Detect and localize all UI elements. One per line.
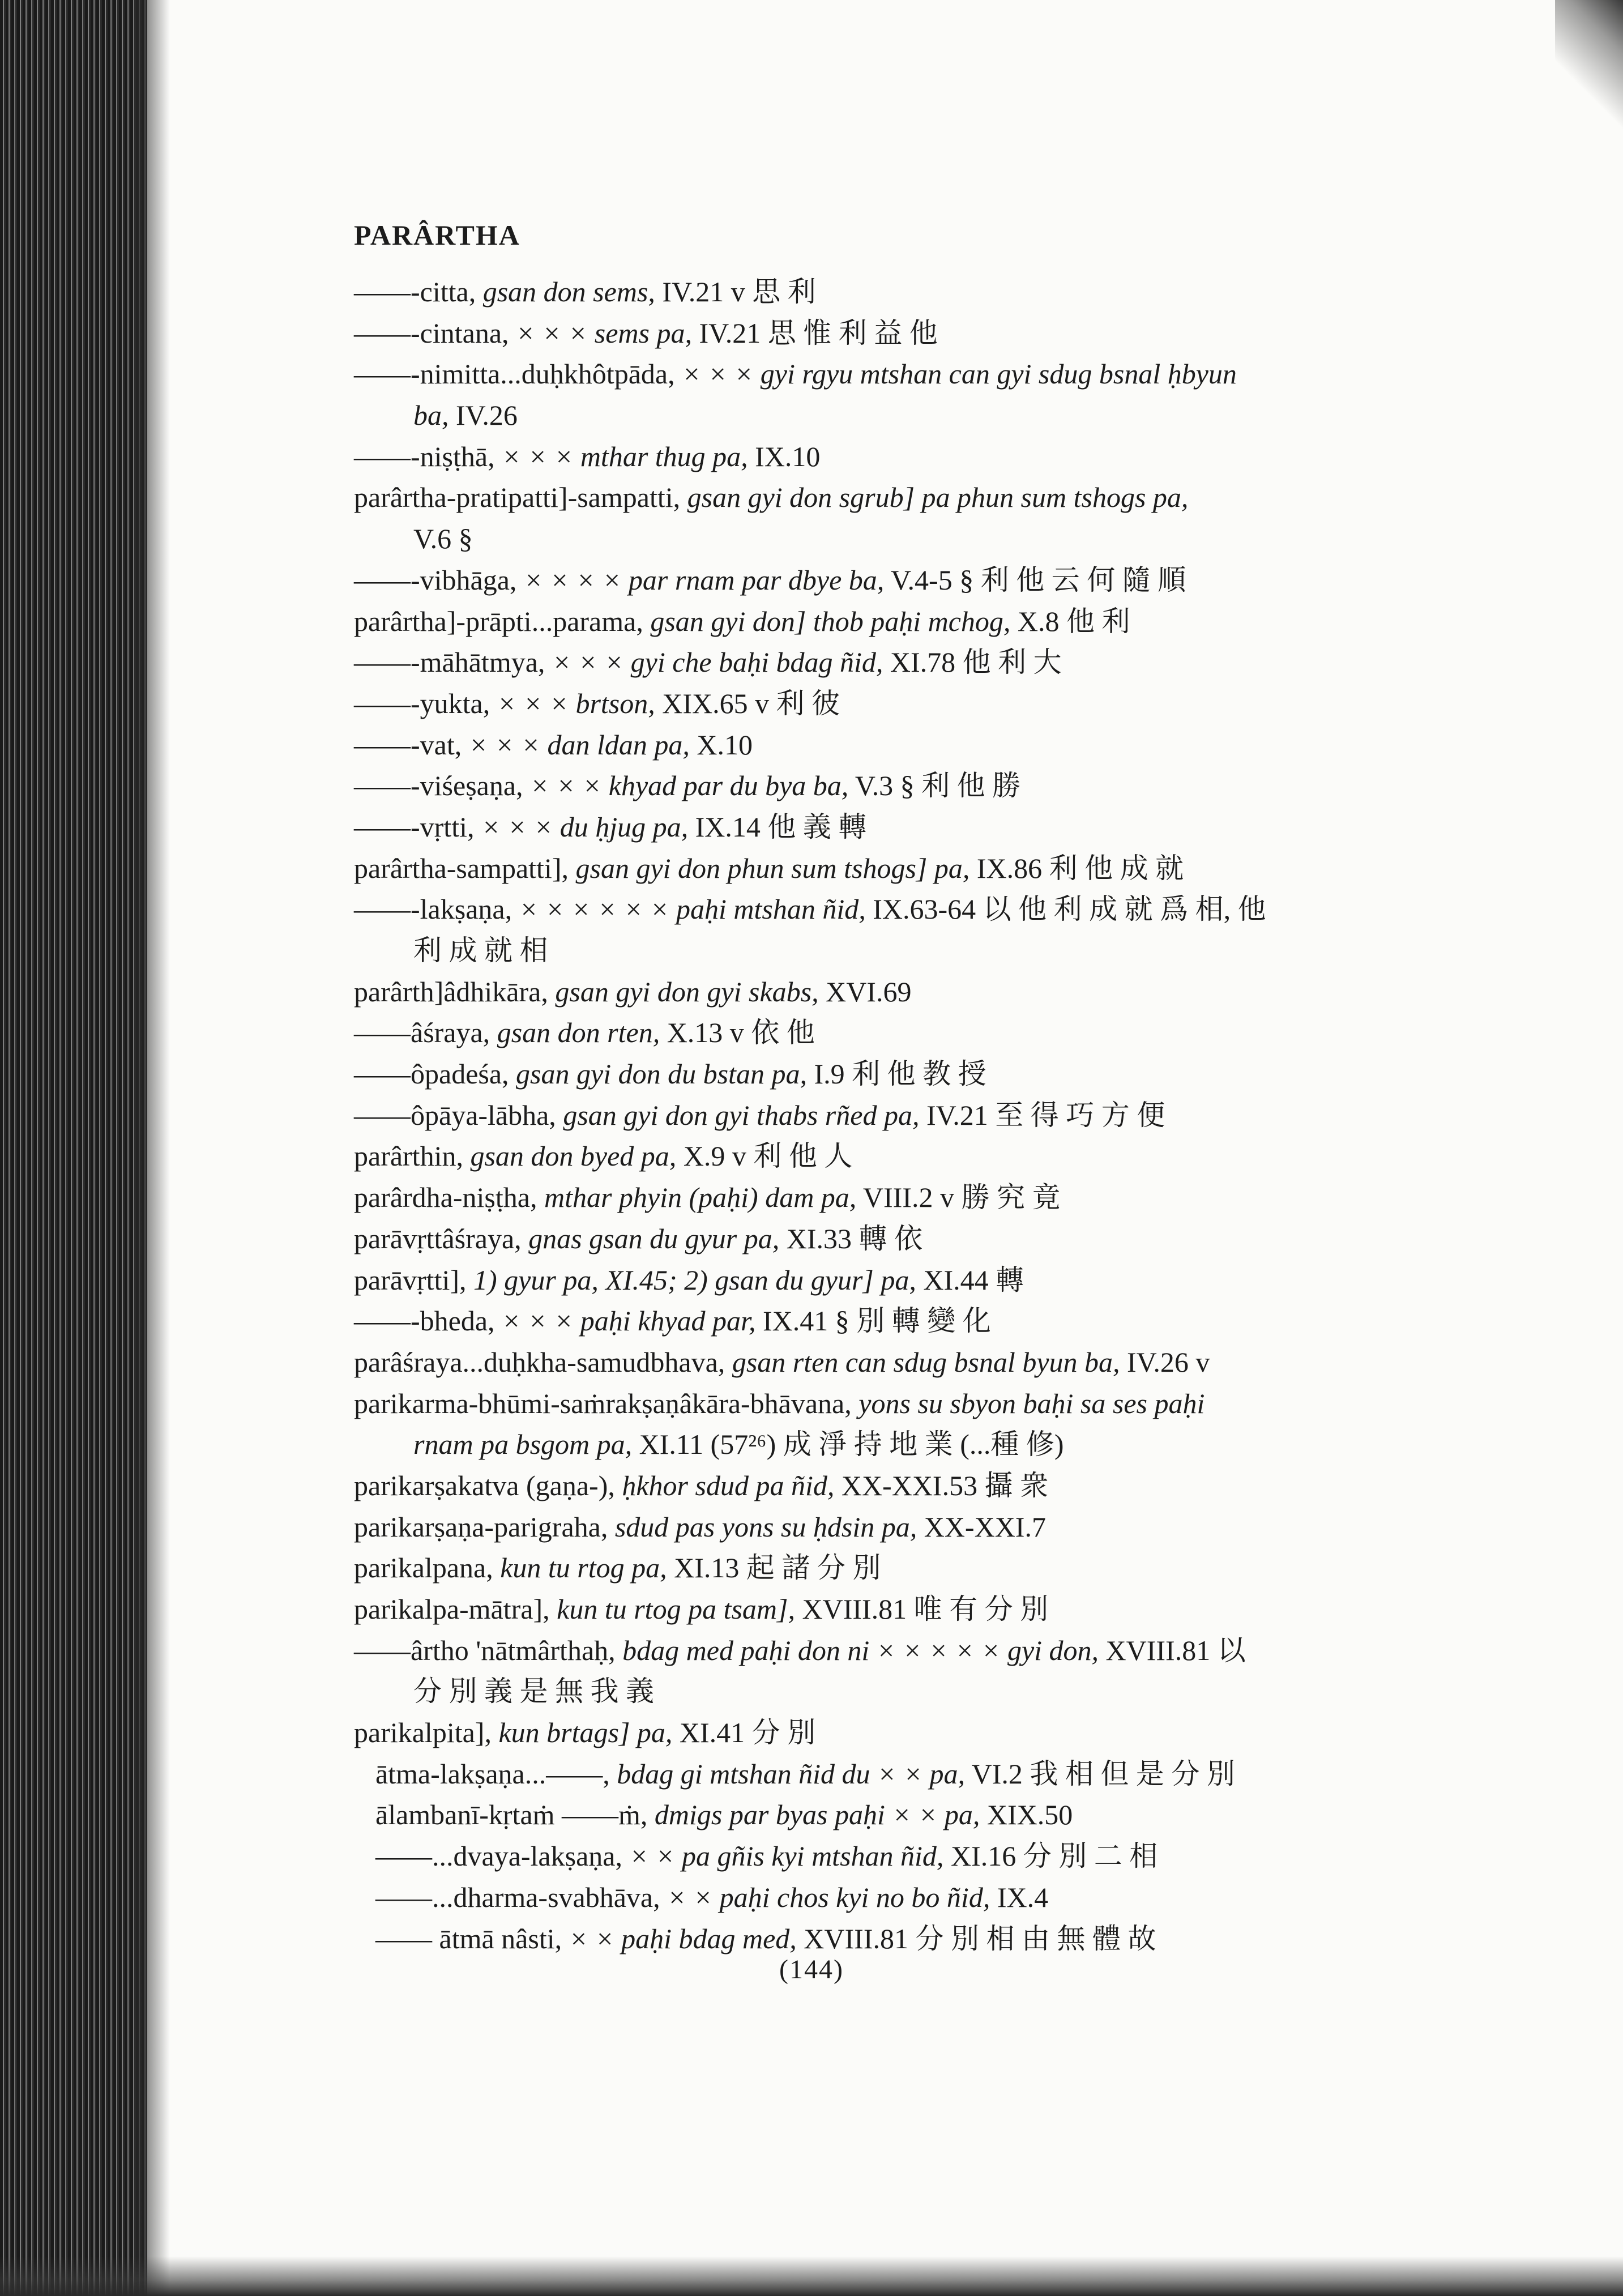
tibetan-term: gsan rten can sdug bsnal byun ba, (732, 1346, 1120, 1378)
reference: X.13 v 依 他 (667, 1017, 815, 1049)
tibetan-term: × × paḥi bdag med, (569, 1922, 797, 1954)
sanskrit-term: ——-citta, (354, 276, 476, 308)
sanskrit-term: parikalpita], (354, 1717, 492, 1749)
sanskrit-term: parāvṛttâśraya, (354, 1222, 522, 1254)
sanskrit-term: ——-vat, (354, 728, 462, 761)
reference: 利 成 就 相 (413, 934, 548, 966)
corner-shadow (1555, 0, 1623, 147)
tibetan-term: bdag gi mtshan ñid du × × pa, (617, 1757, 965, 1790)
tibetan-term: × × × gyi rgyu mtshan can gyi sdug bsnal ḥbyun (682, 358, 1237, 390)
entry-line (354, 889, 1481, 930)
tibetan-term: gsan gyi don] thob paḥi mchog, (650, 605, 1011, 637)
sanskrit-term: ——-lakṣaṇa, (354, 893, 512, 925)
tibetan-term: × × × mthar thug pa, (502, 440, 748, 472)
reference: IX.41 § 別 轉 變 化 (762, 1305, 991, 1337)
entry-line (354, 1794, 1481, 1836)
entry-line (354, 1836, 1481, 1877)
sanskrit-term: parikalpana, (354, 1552, 493, 1584)
entry-line (354, 1589, 1481, 1630)
sanskrit-term: ——-cintana, (354, 317, 509, 349)
entry-line (354, 436, 1481, 477)
entry-line (354, 1630, 1481, 1671)
sanskrit-term: parikarṣaṇa-parigraha, (354, 1510, 608, 1543)
page-heading: PARÂRTHA (354, 219, 520, 251)
sanskrit-term: parikarma-bhūmi-saṁrakṣaṇâkāra-bhāvana, (354, 1387, 852, 1419)
reference: X.8 他 利 (1017, 605, 1130, 637)
tibetan-term: gnas gsan du gyur pa, (528, 1222, 780, 1254)
reference: IX.4 (997, 1881, 1049, 1913)
sanskrit-term: ——...dharma-svabhāva, (375, 1881, 660, 1913)
reference: XI.11 (57²⁶) 成 淨 持 地 業 (...種 修) (639, 1428, 1064, 1461)
reference: XVIII.81 分 別 相 由 無 體 故 (804, 1922, 1156, 1954)
tibetan-term: × × × gyi che baḥi bdag ñid, (552, 646, 883, 678)
tibetan-term: × × × × × × paḥi mtshan ñid, (519, 893, 866, 925)
reference: IV.21 思 惟 利 益 他 (699, 317, 938, 349)
entry-line (354, 1753, 1481, 1795)
reference: IX.86 利 他 成 就 (976, 852, 1184, 884)
tibetan-term: × × × sems pa, (516, 317, 692, 349)
reference: IX.63-64 以 他 利 成 就 爲 相, 他 (873, 893, 1266, 925)
entry-line (354, 395, 1481, 436)
entry-line (354, 806, 1481, 848)
tibetan-term: gsan don sems, (482, 276, 655, 308)
sanskrit-term: parârthin, (354, 1140, 463, 1172)
tibetan-term: × × × khyad par du bya ba, (530, 770, 849, 802)
reference: VI.2 我 相 但 是 分 別 (971, 1757, 1235, 1790)
sanskrit-term: parâśraya...duḥkha-samudbhava, (354, 1346, 725, 1378)
reference: V.4-5 § 利 他 云 何 隨 順 (890, 564, 1186, 596)
tibetan-term: gsan gyi don gyi thabs rñed pa, (563, 1099, 920, 1131)
sanskrit-term: ālambanī-kṛtaṁ ——ṁ, (375, 1799, 648, 1831)
reference: XI.44 轉 (923, 1264, 1024, 1296)
entry-line (354, 642, 1481, 683)
reference: I.9 利 他 教 授 (814, 1058, 986, 1090)
tibetan-term: gsan don byed pa, (470, 1140, 677, 1172)
entry-line (354, 724, 1481, 766)
tibetan-term: × × paḥi chos kyi no bo ñid, (667, 1881, 990, 1913)
entry-line (354, 1507, 1481, 1548)
tibetan-term: dmigs par byas paḥi × × pa, (654, 1799, 980, 1831)
reference: IX.14 他 義 轉 (695, 810, 867, 843)
reference: XI.13 起 諸 分 別 (674, 1552, 881, 1584)
entry-line (354, 1424, 1481, 1465)
reference: XVIII.81 以 (1105, 1634, 1246, 1666)
reference: IV.21 至 得 巧 方 便 (926, 1099, 1165, 1131)
entry-line (354, 1465, 1481, 1507)
reference: IX.10 (755, 440, 821, 472)
sanskrit-term: ——-māhātmya, (354, 646, 545, 678)
sanskrit-term: parârtha-sampatti], (354, 852, 569, 884)
reference: XI.41 分 別 (679, 1717, 816, 1749)
entry-line (354, 560, 1481, 601)
sanskrit-term: ——ôpāya-lābha, (354, 1099, 556, 1131)
entry-line (354, 353, 1481, 395)
entry-line (354, 1342, 1481, 1383)
entry-line (354, 1877, 1481, 1918)
reference: XI.33 轉 依 (786, 1222, 922, 1254)
reference: IV.26 v (1127, 1346, 1210, 1378)
tibetan-term: gsan gyi don gyi skabs, (555, 975, 819, 1008)
entry-line (354, 271, 1481, 313)
tibetan-term: rnam pa bsgom pa, (413, 1428, 633, 1461)
entry-line (354, 1260, 1481, 1301)
tibetan-term: kun tu rtog pa tsam], (557, 1593, 795, 1625)
entry-line (354, 477, 1481, 518)
tibetan-term: sdud pas yons su ḥdsin pa, (614, 1510, 917, 1543)
entry-line (354, 683, 1481, 724)
tibetan-term: gsan gyi don sgrub] pa phun sum tshogs pa, (687, 481, 1189, 514)
entry-line (354, 1383, 1481, 1424)
entry-line (354, 1918, 1481, 1960)
entry-line (354, 1095, 1481, 1136)
entry-line (354, 601, 1481, 642)
entry-line (354, 1136, 1481, 1177)
entry-line (354, 1218, 1481, 1260)
sanskrit-term: ——-nimitta...duḥkhôtpāda, (354, 358, 675, 390)
reference: 分 別 義 是 無 我 義 (413, 1675, 654, 1708)
tibetan-term: × × × brtson, (497, 687, 655, 719)
reference: XX-XXI.53 攝 衆 (841, 1469, 1049, 1501)
reference: XX-XXI.7 (924, 1510, 1046, 1543)
sanskrit-term: ātma-lakṣaṇa...——, (375, 1757, 610, 1790)
tibetan-term: × × × dan ldan pa, (468, 728, 690, 761)
sanskrit-term: parikalpa-mātra], (354, 1593, 550, 1625)
sanskrit-term: ——-vibhāga, (354, 564, 517, 596)
sanskrit-term: parârtha]-prāpti...parama, (354, 605, 643, 637)
reference: VIII.2 v 勝 究 竟 (862, 1181, 1061, 1214)
page-number: (144) (779, 1954, 844, 1985)
reference: V.3 § 利 他 勝 (855, 770, 1021, 802)
sanskrit-term: parârth]âdhikāra, (354, 975, 548, 1008)
entry-line (354, 1300, 1481, 1342)
entry-line (354, 313, 1481, 354)
reference: XIX.65 v 利 彼 (662, 687, 840, 719)
reference: XVI.69 (826, 975, 912, 1008)
reference: IV.26 (456, 399, 518, 432)
sanskrit-term: ——-bheda, (354, 1305, 495, 1337)
entry-line (354, 1053, 1481, 1095)
reference: XI.78 他 利 大 (890, 646, 1062, 678)
entry-list (354, 271, 1481, 1959)
entry-line (354, 1712, 1481, 1753)
entry-line (354, 1012, 1481, 1053)
entry-line (354, 848, 1481, 889)
tibetan-term: ḥkhor sdud pa ñid, (622, 1469, 835, 1501)
reference: XIX.50 (986, 1799, 1073, 1831)
tibetan-term: × × × paḥi khyad par, (502, 1305, 756, 1337)
entry-line (354, 930, 1481, 971)
entry-line (354, 1671, 1481, 1712)
reference: X.9 v 利 他 人 (683, 1140, 853, 1172)
reference: V.6 § (413, 523, 473, 555)
sanskrit-term: ——-yukta, (354, 687, 490, 719)
sanskrit-term: ——âśraya, (354, 1017, 490, 1049)
reference: IV.21 v 思 利 (662, 276, 816, 308)
sanskrit-term: ——-viśeṣaṇa, (354, 770, 523, 802)
sanskrit-term: parikarṣakatva (gaṇa-), (354, 1469, 615, 1501)
entry-line (354, 518, 1481, 560)
sanskrit-term: ——...dvaya-lakṣaṇa, (375, 1840, 622, 1872)
tibetan-term: mthar phyin (paḥi) dam pa, (544, 1181, 857, 1214)
tibetan-term: ba, (413, 399, 449, 432)
tibetan-term: gsan gyi don du bstan pa, (516, 1058, 807, 1090)
bottom-shadow (0, 2256, 1623, 2296)
sanskrit-term: ——ôpadeśa, (354, 1058, 509, 1090)
tibetan-term: bdag med paḥi don ni × × × × × gyi don, (622, 1634, 1099, 1666)
tibetan-term: × × pa gñis kyi mtshan ñid, (629, 1840, 944, 1872)
tibetan-term: kun tu rtog pa, (500, 1552, 667, 1584)
sanskrit-term: ——-vṛtti, (354, 810, 475, 843)
entry-line (354, 1177, 1481, 1218)
spine-shadow (136, 0, 170, 2296)
sanskrit-term: ——-niṣṭhā, (354, 440, 495, 472)
entry-line (354, 971, 1481, 1013)
tibetan-term: × × × du ḥjug pa, (481, 810, 689, 843)
book-spine-edge (0, 0, 147, 2296)
tibetan-term: kun brtags] pa, (498, 1717, 673, 1749)
reference: XVIII.81 唯 有 分 別 (802, 1593, 1049, 1625)
sanskrit-term: parāvṛtti], (354, 1264, 467, 1296)
entry-line (354, 765, 1481, 806)
sanskrit-term: parârtha-pratipatti]-sampatti, (354, 481, 681, 514)
tibetan-term: gsan don rten, (497, 1017, 660, 1049)
reference: X.10 (697, 728, 753, 761)
sanskrit-term: ——ârtho 'nātmârthaḥ, (354, 1634, 616, 1666)
sanskrit-term: —— ātmā nâsti, (375, 1922, 562, 1954)
tibetan-term: 1) gyur pa, XI.45; 2) gsan du gyur] pa, (473, 1264, 916, 1296)
tibetan-term: yons su sbyon baḥi sa ses paḥi (859, 1387, 1205, 1419)
entry-line (354, 1547, 1481, 1589)
tibetan-term: gsan gyi don phun sum tshogs] pa, (575, 852, 970, 884)
tibetan-term: × × × × par rnam par dbye ba, (523, 564, 885, 596)
reference: XI.16 分 別 二 相 (950, 1840, 1158, 1872)
sanskrit-term: parârdha-niṣṭha, (354, 1181, 537, 1214)
dictionary-page (354, 212, 1481, 1959)
